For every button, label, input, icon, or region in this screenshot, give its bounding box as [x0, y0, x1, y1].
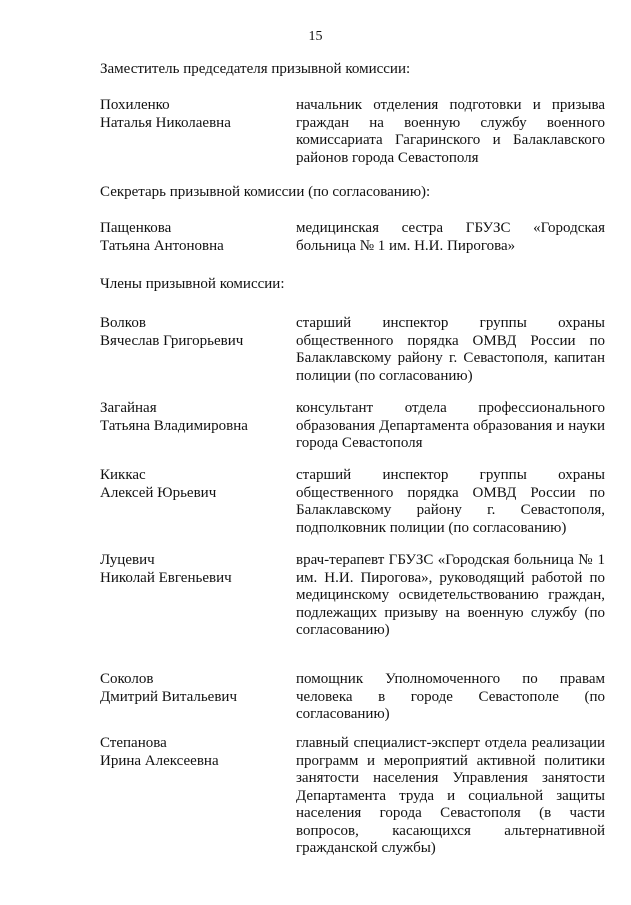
member-name [100, 552, 285, 587]
member-entry [100, 467, 605, 539]
member-given-names: Ирина Алексеевна [100, 752, 219, 769]
member-name [100, 735, 285, 770]
member-surname: Соколов [100, 671, 154, 687]
member-given-names: Дмитрий Витальевич [100, 688, 237, 705]
member-position: старший инспектор группы охраны общественного порядка ОМВД России по Балаклавскому району г. Севастополя, подполковник полиции (по согласованию) [296, 467, 605, 536]
section-heading-deputy-chair: Заместитель председателя призывной комиссии: [100, 61, 411, 77]
member-position: консультант отдела профессионального образования Департамента образования и науки города Севастополя [296, 400, 605, 451]
member-position: медицинская сестра ГБУЗС «Городская больница № 1 им. Н.И. Пирогова» [296, 220, 605, 254]
member-given-names: Алексей Юрьевич [100, 484, 217, 501]
member-given-names: Николай Евгеньевич [100, 569, 232, 586]
member-entry [100, 97, 605, 169]
member-surname: Пащенкова [100, 220, 172, 236]
member-surname: Луцевич [100, 552, 155, 568]
member-name [100, 315, 285, 350]
member-surname: Волков [100, 315, 146, 331]
member-given-names: Наталья Николаевна [100, 114, 231, 131]
member-entry [100, 220, 605, 256]
member-position: начальник отделения подготовки и призыва граждан на военную службу военного комиссариата Гагаринского и Балаклавского районов города Севастополя [296, 97, 605, 166]
member-position: старший инспектор группы охраны общественного порядка ОМВД России по Балаклавскому району г. Севастополя, капитан полиции (по согласованию) [296, 315, 605, 384]
member-surname: Степанова [100, 735, 167, 751]
section-heading-members: Члены призывной комиссии: [100, 276, 285, 292]
member-entry [100, 735, 605, 860]
member-given-names: Татьяна Антоновна [100, 237, 224, 254]
member-given-names: Татьяна Владимировна [100, 417, 248, 434]
member-surname: Загайная [100, 400, 157, 416]
member-entry [100, 400, 605, 454]
member-entry [100, 671, 605, 725]
page-number: 15 [308, 29, 323, 44]
member-name [100, 220, 285, 255]
member-entry [100, 552, 605, 658]
member-surname: Киккас [100, 467, 146, 483]
member-entry [100, 315, 605, 387]
member-name [100, 400, 285, 435]
member-given-names: Вячеслав Григорьевич [100, 332, 244, 349]
member-name [100, 671, 285, 706]
member-position: главный специалист-эксперт отдела реализации программ и мероприятий активной политики занятости населения Управления занятости Департамента труда и социальной защиты населения города Севастополя (в части вопросов, касающихся альтернативной гражданской службы) [296, 735, 605, 856]
member-name [100, 97, 285, 132]
member-name [100, 467, 285, 502]
member-position: врач-терапевт ГБУЗС «Городская больница № 1 им. Н.И. Пирогова», руководящий работой по медицинскому освидетельствованию граждан, подлежащих призыву на военную службу (по согласованию) [296, 552, 605, 638]
member-position: помощник Уполномоченного по правам человека в городе Севастополе (по согласованию) [296, 671, 605, 722]
member-surname: Похиленко [100, 97, 170, 113]
section-heading-secretary: Секретарь призывной комиссии (по согласованию): [100, 184, 431, 200]
